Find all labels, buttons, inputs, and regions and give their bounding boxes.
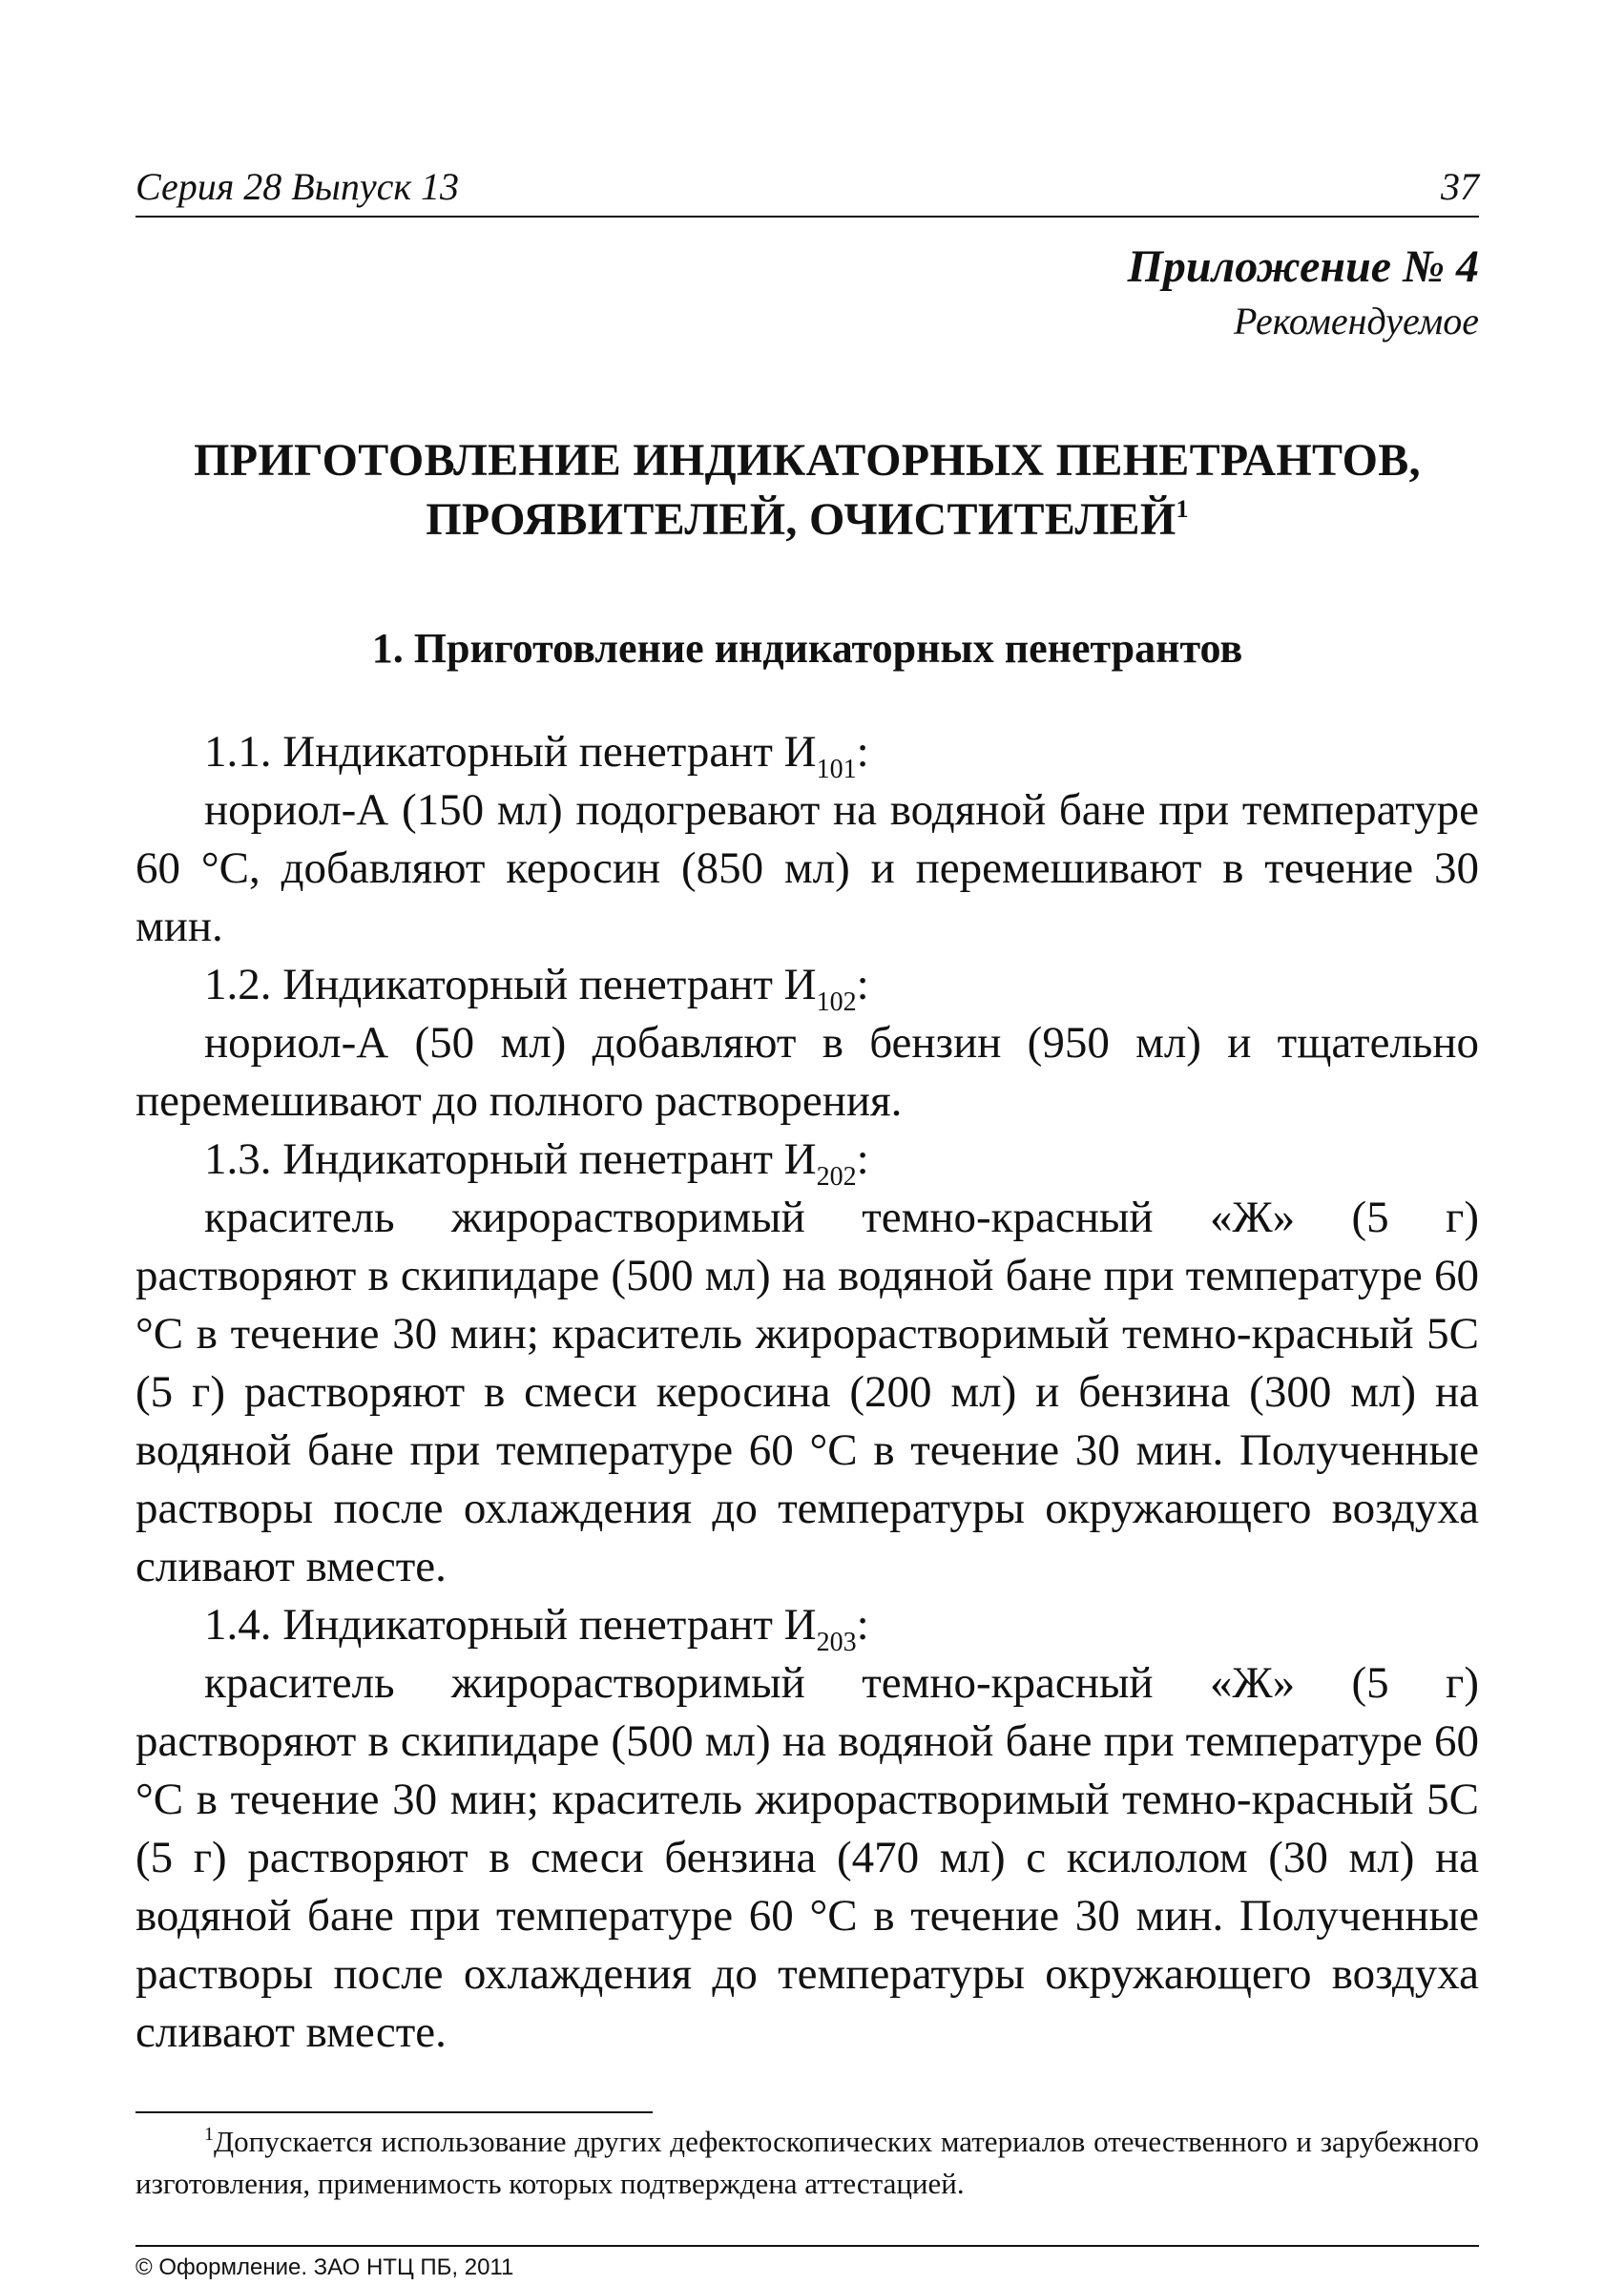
item-heading bbox=[135, 956, 1479, 1017]
footnote-divider bbox=[135, 2111, 653, 2113]
title-line-1: ПРИГОТОВЛЕНИЕ ИНДИКАТОРНЫХ ПЕНЕТРАНТОВ, bbox=[194, 435, 1421, 486]
appendix-block bbox=[135, 239, 1479, 347]
item-subscript: 203 bbox=[816, 1628, 857, 1657]
copyright-divider bbox=[135, 2245, 1479, 2247]
title-line-2 bbox=[135, 490, 1479, 550]
appendix-status: Рекомендуемое bbox=[1233, 300, 1479, 343]
title-footnote-mark: 1 bbox=[1176, 495, 1189, 523]
item-heading bbox=[135, 1596, 1479, 1657]
item-label: 1.4. Индикаторный пенетрант И bbox=[204, 1600, 817, 1650]
item-subscript: 102 bbox=[816, 987, 857, 1017]
running-header bbox=[135, 162, 1479, 218]
document-page bbox=[135, 162, 1479, 2285]
item-heading bbox=[135, 723, 1479, 784]
item-subscript: 202 bbox=[816, 1162, 857, 1192]
footnote-text: Допускается использование других дефектоскопических материалов отечественного и зарубежного изготовления, применимость которых подтверждена аттестацией. bbox=[135, 2125, 1479, 2200]
footnote bbox=[135, 2121, 1479, 2205]
item-text: краситель жирорастворимый темно-красный «Ж» (5 г) растворяют в скипидаре (500 мл) на водяной бане при температуре 60 °С в течение 30 мин; краситель жирорастворимый темно-красный 5С (5 г) растворяют в смеси керосина (200 мл) и бензина (300 мл) на водяной бане при температуре 60 °С в течение 30 мин. Полученные растворы после охлаждения до температуры окружающего воздуха сливают вместе. bbox=[135, 1193, 1479, 1591]
title-line-2-text: ПРОЯВИТЕЛЕЙ, ОЧИСТИТЕЛЕЙ bbox=[426, 494, 1176, 545]
item-label: 1.1. Индикаторный пенетрант И bbox=[204, 727, 817, 777]
appendix-title: Приложение № 4 bbox=[1127, 241, 1479, 292]
document-title bbox=[135, 431, 1479, 550]
copyright-notice: © Оформление. ЗАО НТЦ ПБ, 2011 bbox=[135, 2254, 514, 2280]
item-text: нориол-А (150 мл) подогревают на водяной бане при температуре 60 °С, добавляют керосин (850 мл) и перемешивают в течение 30 мин. bbox=[135, 785, 1479, 951]
item-label: 1.3. Индикаторный пенетрант И bbox=[204, 1134, 817, 1184]
item-text: краситель жирорастворимый темно-красный «Ж» (5 г) растворяют в скипидаре (500 мл) на водяной бане при температуре 60 °С в течение 30 мин; краситель жирорастворимый темно-красный 5С (5 г) растворяют в смеси бензина (470 мл) с ксилолом (30 мл) на водяной бане при температуре 60 °С в течение 30 мин. Полученные растворы после охлаждения до температуры окружающего воздуха сливают вместе. bbox=[135, 1658, 1479, 2057]
section-heading: 1. Приготовление индикаторных пенетрантов bbox=[371, 625, 1243, 672]
series-label: Серия 28 Выпуск 13 bbox=[135, 165, 460, 208]
item-colon: : bbox=[856, 1134, 869, 1184]
footnote-mark: 1 bbox=[204, 2124, 214, 2145]
item-colon: : bbox=[856, 960, 869, 1009]
section-content bbox=[135, 723, 1479, 2062]
item-colon: : bbox=[856, 1600, 869, 1650]
page-number: 37 bbox=[1441, 165, 1479, 208]
item-heading bbox=[135, 1131, 1479, 1192]
item-label: 1.2. Индикаторный пенетрант И bbox=[204, 960, 817, 1009]
item-subscript: 101 bbox=[816, 755, 857, 784]
item-text: нориол-А (50 мл) добавляют в бензин (950 мл) и тщательно перемешивают до полного растворения. bbox=[135, 1018, 1479, 1126]
item-colon: : bbox=[856, 727, 869, 777]
